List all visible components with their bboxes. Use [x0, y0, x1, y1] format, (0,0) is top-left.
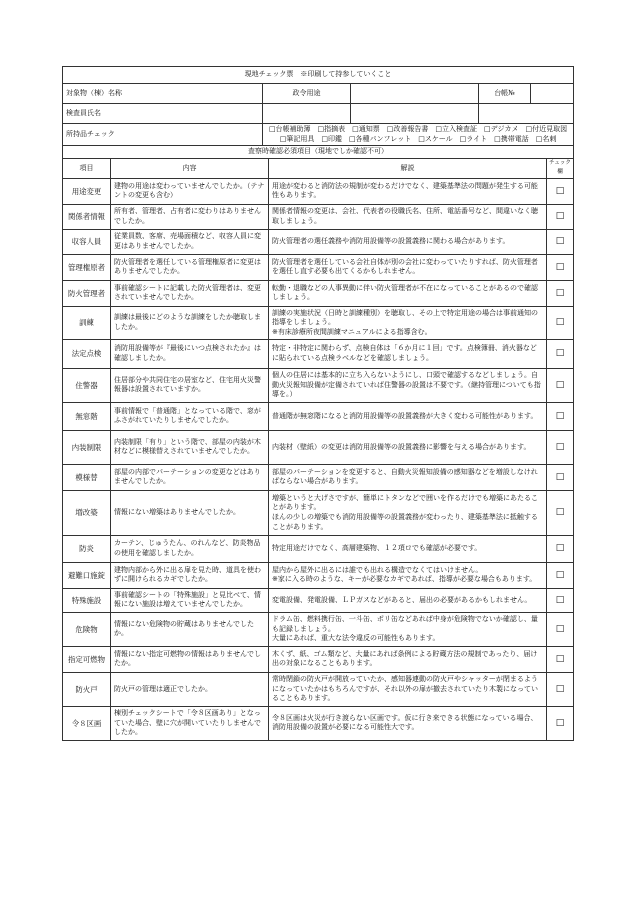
row-explanation: 屋内から屋外に出るには誰でも出れる構造でなくてはいけません。 ※家に入る時のような、キーが必要なカギであれば、指導が必要な場合もあります。 [269, 562, 547, 588]
table-row [63, 402, 574, 430]
inspector-name-2[interactable] [351, 104, 479, 124]
table-row [63, 646, 574, 672]
row-check[interactable]: □ [547, 562, 574, 588]
inspector-name-1[interactable] [263, 104, 351, 124]
table-row [63, 306, 574, 339]
row-explanation: 常時閉鎖の防火戸が開放っていたか、感知器連動の防火戸やシャッターが閉まるようになっていたかはもちろんですが、それ以外の扉が撤去されていたり木製になっていることもあります。 [269, 672, 547, 706]
header-table [62, 66, 574, 159]
row-check[interactable]: □ [547, 430, 574, 464]
row-check[interactable]: □ [547, 464, 574, 490]
row-content: 建物の用途は変わっていませんでしたか。（テナントの変更も含む） [111, 178, 269, 204]
items-line-2[interactable]: □筆記用具 □印鑑 □各種パンフレット □スケール □ライト □携帯電話 □名刺 [279, 134, 557, 143]
table-row [63, 588, 574, 612]
row-content: 情報にない増築はありませんでしたか。 [111, 490, 269, 535]
table-row [63, 280, 574, 306]
row-explanation: 内装材（壁紙）の変更は消防用設備等の設置義務に影響を与える場合があります。 [269, 430, 547, 464]
row-content: 内装制限「有り」という階で、部屋の内装が木材などに模様替えされていませんでしたか。 [111, 430, 269, 464]
row-item: 関係者情報 [63, 204, 111, 229]
row-item: 避難口施錠 [63, 562, 111, 588]
row-explanation: 防火管理者の選任義務や消防用設備等の設置義務に関わる場合があります。 [269, 229, 547, 254]
table-row [63, 204, 574, 229]
row-content: カーテン、じゅうたん、のれんなど、防炎物品の使用を確認しましたか。 [111, 535, 269, 562]
row-content: 消防用設備等が『最後にいつ点検されたか』は確認しましたか。 [111, 339, 269, 368]
row-check[interactable]: □ [547, 229, 574, 254]
row-explanation: 増築というと大げさですが、簡単にトタンなどで囲いを作るだけでも増築にあたることがあります。 ほんの少しの増築でも消防用設備等の設置義務が変わったり、建築基準法に抵触することがあります。 [269, 490, 547, 535]
table-row [63, 490, 574, 535]
row-check[interactable]: □ [547, 306, 574, 339]
ledger-value[interactable] [531, 84, 574, 104]
table-row [63, 339, 574, 368]
row-content: 部屋の内部でパーテーションの変更などはありませんでしたか。 [111, 464, 269, 490]
checklist-sheet [62, 66, 573, 741]
row-explanation: 普通階が無窓階になると消防用設備等の設置義務が大きく変わる可能性があります。 [269, 402, 547, 430]
row-item: 模様替 [63, 464, 111, 490]
row-explanation: 木くず、紙、ゴム類など、大量にあれば条例による貯蔵方法の規制であったり、届け出の対象になることもあります。 [269, 646, 547, 672]
row-explanation: 特定用途だけでなく、高層建築物、１２項ロでも確認が必要です。 [269, 535, 547, 562]
row-check[interactable]: □ [547, 368, 574, 402]
row-check[interactable]: □ [547, 588, 574, 612]
inspector-label: 検査員氏名 [63, 104, 263, 124]
row-check[interactable]: □ [547, 402, 574, 430]
table-row [63, 464, 574, 490]
check-table [62, 158, 574, 741]
table-row [63, 706, 574, 740]
table-row [63, 672, 574, 706]
section-title: 査察時確認必須項目（現地でしか確認不可） [63, 146, 574, 159]
row-item: 防炎 [63, 535, 111, 562]
row-check[interactable]: □ [547, 490, 574, 535]
row-explanation: 特定・非特定に関わらず、点検自体は「６か月に１回」です。点検簿冊、消火器などに貼られている点検ラベルなどを確認しましょう。 [269, 339, 547, 368]
row-explanation: ドラム缶、燃料携行缶、一斗缶、ポリ缶などあれば中身が危険物でないか確認し、量も記録しましょう。 大量にあれば、重大な法令違反の可能性もあります。 [269, 612, 547, 646]
col-content-header: 内容 [111, 158, 269, 178]
row-item: 増改築 [63, 490, 111, 535]
row-check[interactable]: □ [547, 178, 574, 204]
row-check[interactable]: □ [547, 280, 574, 306]
row-explanation: 関係者情報の変更は、会社、代表者の役職氏名、住所、電話番号など、間違いなく聴取しましょう。 [269, 204, 547, 229]
row-content: 訓練は最後にどのような訓練をしたか聴取しましたか。 [111, 306, 269, 339]
row-check[interactable]: □ [547, 612, 574, 646]
row-item: 特殊施設 [63, 588, 111, 612]
table-row [63, 612, 574, 646]
row-content: 事前情報で「普通階」となっている階で、窓がふさがれていたりしませんでしたか。 [111, 402, 269, 430]
table-row [63, 229, 574, 254]
items-label: 所持品チェック [63, 124, 263, 146]
table-row [63, 535, 574, 562]
table-row [63, 562, 574, 588]
row-content: 建物内部から外に出る扉を見た時、道具を使わずに開けられるカギでしたか。 [111, 562, 269, 588]
row-check[interactable]: □ [547, 204, 574, 229]
row-check[interactable]: □ [547, 672, 574, 706]
row-content: 防火戸の管理は適正でしたか。 [111, 672, 269, 706]
row-item: 指定可燃物 [63, 646, 111, 672]
row-item: 収容人員 [63, 229, 111, 254]
row-item: 住警器 [63, 368, 111, 402]
col-check-header: チェック欄 [547, 158, 574, 178]
row-check[interactable]: □ [547, 339, 574, 368]
ledger-label: 台帳№ [479, 84, 531, 104]
items-checklist[interactable] [263, 124, 574, 146]
row-item: 無窓階 [63, 402, 111, 430]
use-label: 政令用途 [263, 84, 351, 104]
row-explanation: 用途が変わると消防法の規制が変わるだけでなく、建築基準法の問題が発生する可能性もあります。 [269, 178, 547, 204]
row-item: 危険物 [63, 612, 111, 646]
table-row [63, 254, 574, 280]
table-row [63, 368, 574, 402]
row-check[interactable]: □ [547, 646, 574, 672]
row-content: 防火管理者を選任している管理権原者に変更はありませんでしたか。 [111, 254, 269, 280]
row-content: 情報にない指定可燃物の情報はありませんでしたか。 [111, 646, 269, 672]
row-content: 所有者、管理者、占有者に変わりはありませんでしたか。 [111, 204, 269, 229]
table-row [63, 430, 574, 464]
row-item: 訓練 [63, 306, 111, 339]
row-explanation: 部屋のパーテーションを変更すると、自動火災報知設備の感知器などを増設しなければならない場合があります。 [269, 464, 547, 490]
row-content: 従業員数、客席、売場面積など、収容人員に変更はありませんでしたか。 [111, 229, 269, 254]
table-row [63, 178, 574, 204]
row-item: 管理権原者 [63, 254, 111, 280]
col-item-header: 項目 [63, 158, 111, 178]
row-explanation: 転勤・退職などの人事異動に伴い防火管理者が不在になっていることがあるので確認しましょう。 [269, 280, 547, 306]
inspector-name-3[interactable] [479, 104, 574, 124]
row-item: 用途変更 [63, 178, 111, 204]
row-check[interactable]: □ [547, 535, 574, 562]
row-item: 令８区画 [63, 706, 111, 740]
row-content: 棟別チェックシートで「令８区画あり」となっていた場合、壁に穴が開いていたりしませんでしたか。 [111, 706, 269, 740]
use-value[interactable] [351, 84, 479, 104]
row-check[interactable]: □ [547, 254, 574, 280]
row-explanation: 防火管理者を選任している会社自体が別の会社に変わっていたりすれば、防火管理者を選任し直す必要も出てくるかもしれません。 [269, 254, 547, 280]
row-item: 法定点検 [63, 339, 111, 368]
row-content: 情報にない危険物の貯蔵はありませんでしたか。 [111, 612, 269, 646]
row-explanation: 変電設備、発電設備、ＬＰガスなどがあると、届出の必要があるかもしれません。 [269, 588, 547, 612]
row-check[interactable]: □ [547, 706, 574, 740]
row-item: 防火管理者 [63, 280, 111, 306]
row-item: 内装制限 [63, 430, 111, 464]
target-label: 対象物（棟）名称 [63, 84, 263, 104]
row-explanation: 個人の住居には基本的に立ち入らないようにし、口頭で確認するなどしましょう。自動火災報知設備が定備されていれば住警器の設置は不要です。（継持管理についても指導を。） [269, 368, 547, 402]
sheet-title: 現地チェック票 ※印刷して持参していくこと [63, 67, 574, 84]
row-explanation: 訓練の実施状況（日時と訓練種別）を聴取し、その上で特定用途の場合は事前通知の指導をしましょう。 ※有床診療所夜間訓練マニュアルによる指導含む。 [269, 306, 547, 339]
check-rows [63, 178, 574, 740]
row-explanation: 令８区画は火災が行き渡らない区画です。仮に行き来できる状態になっている場合、消防用設備の設置が必要になる可能性大です。 [269, 706, 547, 740]
row-item: 防火戸 [63, 672, 111, 706]
row-content: 住居部分や共同住宅の居室など、住宅用火災警報器は設置されていますか。 [111, 368, 269, 402]
row-content: 事前確認シートの「特殊施設」と見比べて、情報にない施設は増えていませんでしたか。 [111, 588, 269, 612]
row-content: 事前確認シートに記載した防火管理者は、変更されていませんでしたか。 [111, 280, 269, 306]
col-explanation-header: 解説 [269, 158, 547, 178]
items-line-1[interactable]: □台帳補助簿 □指摘表 □通知票 □改善報告書 □立入検査証 □デジカメ □付近見取図 [268, 125, 568, 133]
